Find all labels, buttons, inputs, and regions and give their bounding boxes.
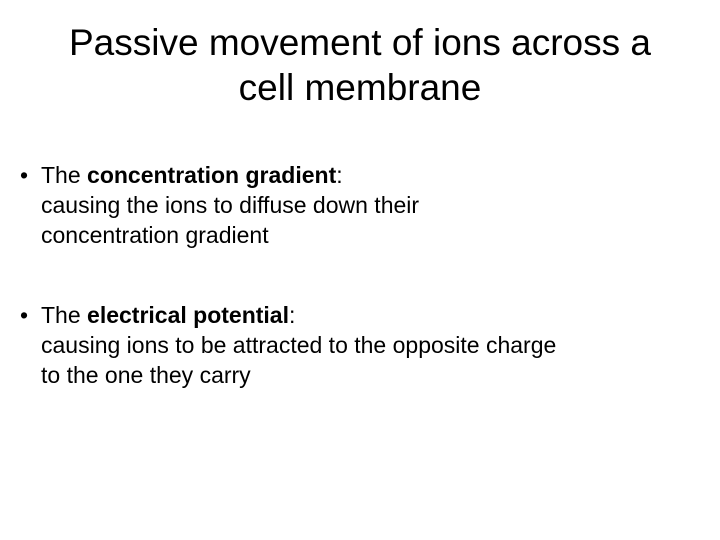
bullet-marker: •	[20, 162, 29, 188]
slide-title	[30, 20, 690, 110]
title-line: cell membrane	[238, 67, 482, 108]
bullet-text-line: concentration gradient	[41, 222, 269, 248]
bullet-item-electrical-potential	[20, 300, 715, 390]
bullet-heading-suffix: :	[336, 162, 343, 188]
bullet-term: concentration gradient	[87, 162, 337, 188]
bullet-text-line: to the one they carry	[41, 362, 251, 388]
bullet-list	[20, 160, 715, 390]
bullet-heading-prefix: The	[41, 162, 88, 188]
bullet-marker: •	[20, 302, 29, 328]
bullet-item-concentration-gradient	[20, 160, 715, 250]
bullet-text-line: causing ions to be attracted to the opposite charge	[41, 332, 557, 358]
bullet-heading	[41, 160, 715, 190]
title-line: Passive movement of ions across a	[69, 22, 651, 63]
bullet-term: electrical potential	[87, 302, 289, 328]
bullet-heading	[41, 300, 715, 330]
bullet-heading-suffix: :	[289, 302, 296, 328]
bullet-heading-prefix: The	[41, 302, 88, 328]
bullet-text-line: causing the ions to diffuse down their	[41, 192, 420, 218]
